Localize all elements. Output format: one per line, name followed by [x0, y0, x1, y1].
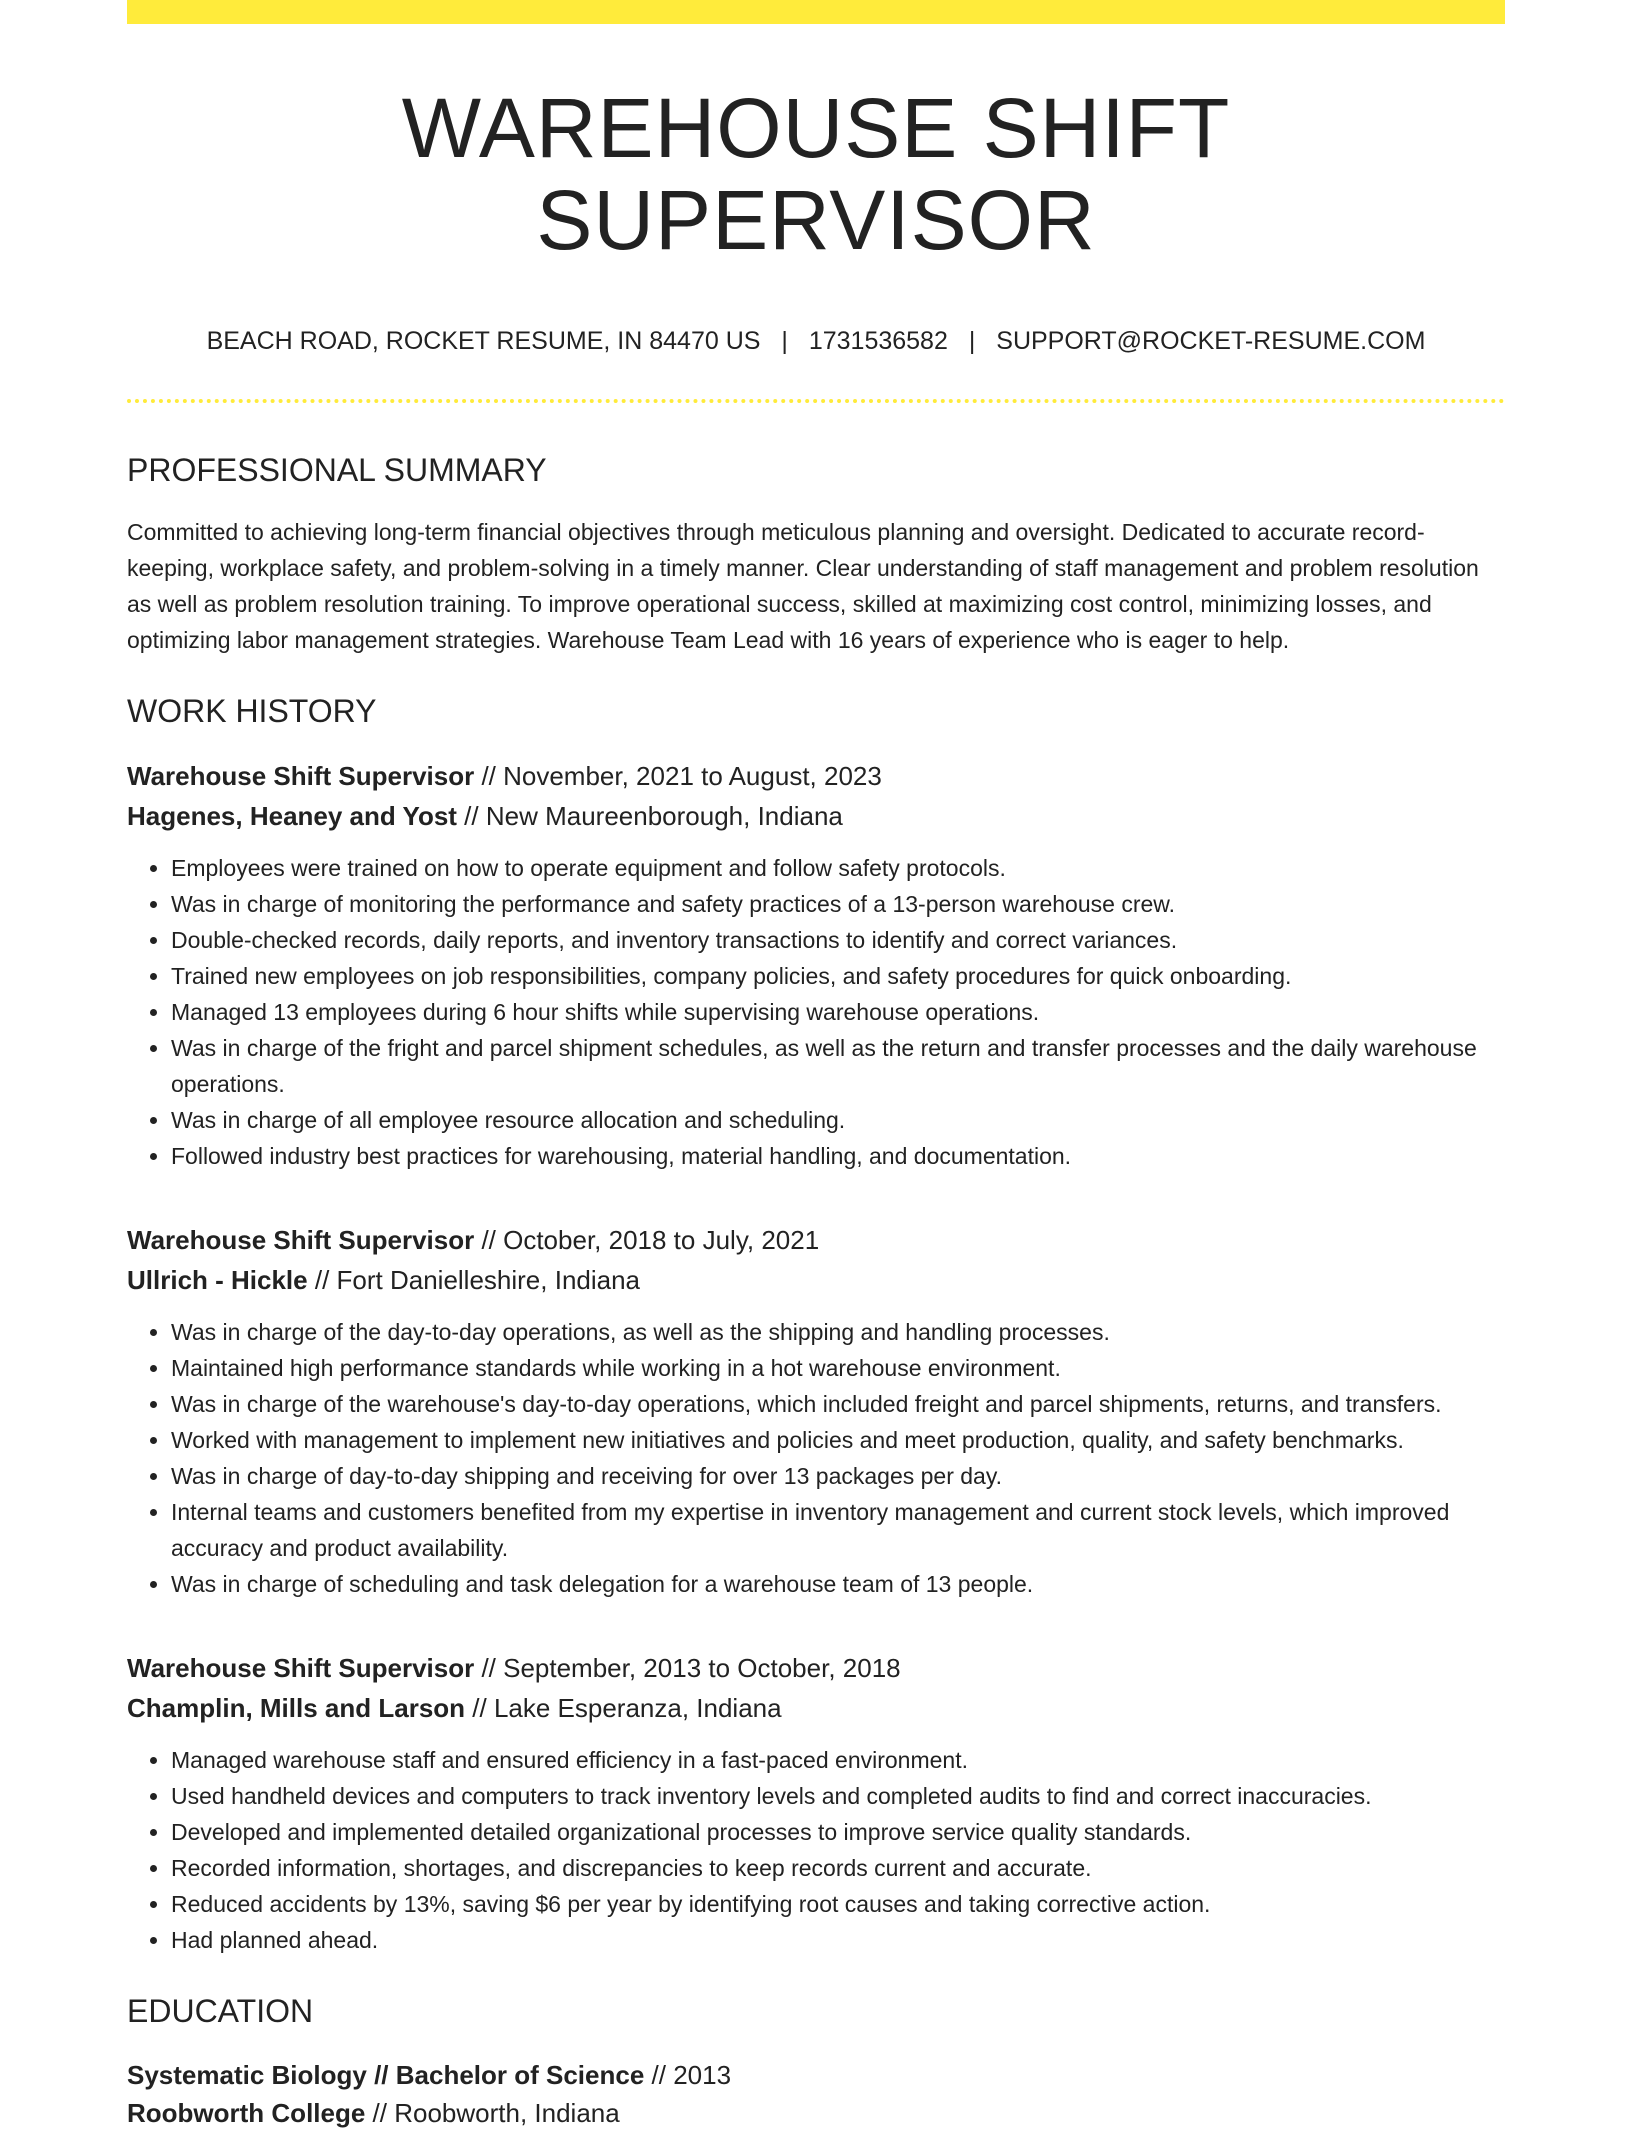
job-bullet: • Followed industry best practices for warehousing, material handling, and documentation.: [171, 1138, 1505, 1174]
education-heading: EDUCATION: [127, 1993, 314, 2030]
job-bullet: • Had planned ahead.: [171, 1922, 1505, 1958]
job-company: Ullrich - Hickle: [127, 1265, 308, 1296]
job-location: // Lake Esperanza, Indiana: [465, 1693, 782, 1724]
education-school: Roobworth College: [127, 2098, 366, 2129]
contact-separator: |: [781, 326, 788, 355]
job-bullet: • Was in charge of scheduling and task delegation for a warehouse team of 13 people.: [171, 1566, 1505, 1602]
job-title-line: [127, 756, 1505, 796]
contact-address: BEACH ROAD, ROCKET RESUME, IN 84470 US: [206, 326, 761, 355]
job-bullet: • Was in charge of the day-to-day operations, as well as the shipping and handling processes.: [171, 1314, 1505, 1350]
job-company: Champlin, Mills and Larson: [127, 1693, 466, 1724]
education-school-line: [127, 2094, 1505, 2132]
job-bullet: • Managed warehouse staff and ensured efficiency in a fast-paced environment.: [171, 1742, 1505, 1778]
job-title: Warehouse Shift Supervisor: [127, 1225, 475, 1256]
job-bullet: • Internal teams and customers benefited from my expertise in inventory management and current stock levels, which improved accuracy and product availability.: [171, 1494, 1505, 1566]
accent-bar: [127, 0, 1505, 24]
contact-separator: |: [968, 326, 976, 355]
job-bullet: • Employees were trained on how to operate equipment and follow safety protocols.: [171, 850, 1505, 886]
job-bullet-list: [127, 850, 1505, 1174]
job-bullet: • Double-checked records, daily reports, and inventory transactions to identify and correct variances.: [171, 922, 1505, 958]
summary-text: Committed to achieving long-term financial objectives through meticulous planning and oversight. Dedicated to accurate record-keeping, workplace safety, and problem-solving in a timely manner. Clear understanding of staff management and problem resolution as well as problem resolution training. To improve operational success, skilled at maximizing cost control, minimizing losses, and optimizing labor management strategies. Warehouse Team Lead with 16 years of experience who is eager to help.: [127, 518, 1479, 653]
job-bullet: • Was in charge of monitoring the performance and safety practices of a 13-person warehouse crew.: [171, 886, 1505, 922]
job-company-line: [127, 1260, 1505, 1300]
job-title-line: [127, 1648, 1505, 1688]
job-bullet: • Recorded information, shortages, and discrepancies to keep records current and accurate.: [171, 1850, 1505, 1886]
job-bullet: • Used handheld devices and computers to track inventory levels and completed audits to find and correct inaccuracies.: [171, 1778, 1505, 1814]
education-location: // Roobworth, Indiana: [365, 2098, 620, 2129]
job-bullet: • Maintained high performance standards while working in a hot warehouse environment.: [171, 1350, 1505, 1386]
contact-line: [127, 325, 1505, 358]
education-degree-line: [127, 2056, 1505, 2094]
job-dates: // September, 2013 to October, 2018: [474, 1653, 901, 1684]
job-bullet: • Was in charge of day-to-day shipping and receiving for over 13 packages per day.: [171, 1458, 1505, 1494]
job-title: Warehouse Shift Supervisor: [127, 1653, 475, 1684]
job-entry: [127, 756, 1505, 1174]
header-divider: [127, 399, 1505, 403]
job-company: Hagenes, Heaney and Yost: [127, 801, 457, 832]
contact-email: SUPPORT@ROCKET-RESUME.COM: [996, 326, 1426, 355]
job-bullet: • Managed 13 employees during 6 hour shifts while supervising warehouse operations.: [171, 994, 1505, 1030]
job-bullet: • Was in charge of the fright and parcel shipment schedules, as well as the return and transfer processes and the daily warehouse operations.: [171, 1030, 1505, 1102]
education-degree: Systematic Biology // Bachelor of Science: [127, 2060, 645, 2091]
contact-phone: 1731536582: [808, 326, 948, 355]
job-company-line: [127, 796, 1505, 836]
resume-page: [127, 0, 1505, 2132]
job-dates: // November, 2021 to August, 2023: [474, 761, 882, 792]
education-year: // 2013: [644, 2060, 732, 2091]
job-bullet: • Developed and implemented detailed organizational processes to improve service quality standards.: [171, 1814, 1505, 1850]
job-company-line: [127, 1688, 1505, 1728]
job-bullet: • Was in charge of the warehouse's day-to-day operations, which included freight and parcel shipments, returns, and transfers.: [171, 1386, 1505, 1422]
education-entry: [127, 2056, 1505, 2132]
job-bullet: • Worked with management to implement new initiatives and policies and meet production, quality, and safety benchmarks.: [171, 1422, 1505, 1458]
job-bullet: • Was in charge of all employee resource allocation and scheduling.: [171, 1102, 1505, 1138]
job-bullet: • Trained new employees on job responsibilities, company policies, and safety procedures for quick onboarding.: [171, 958, 1505, 994]
job-location: // Fort Danielleshire, Indiana: [307, 1265, 641, 1296]
job-dates: // October, 2018 to July, 2021: [474, 1225, 820, 1256]
job-title: Warehouse Shift Supervisor: [127, 761, 475, 792]
job-bullet-list: [127, 1314, 1505, 1602]
job-title-line: [127, 1220, 1505, 1260]
work-history-heading: WORK HISTORY: [127, 692, 377, 729]
summary-heading: PROFESSIONAL SUMMARY: [127, 452, 547, 489]
job-entry: [127, 1648, 1505, 1958]
job-entry: [127, 1220, 1505, 1602]
job-bullet-list: [127, 1742, 1505, 1958]
resume-title: WAREHOUSE SHIFT SUPERVISOR: [401, 81, 1231, 268]
job-bullet: • Reduced accidents by 13%, saving $6 per year by identifying root causes and taking corrective action.: [171, 1886, 1505, 1922]
job-location: // New Maureenborough, Indiana: [456, 801, 843, 832]
